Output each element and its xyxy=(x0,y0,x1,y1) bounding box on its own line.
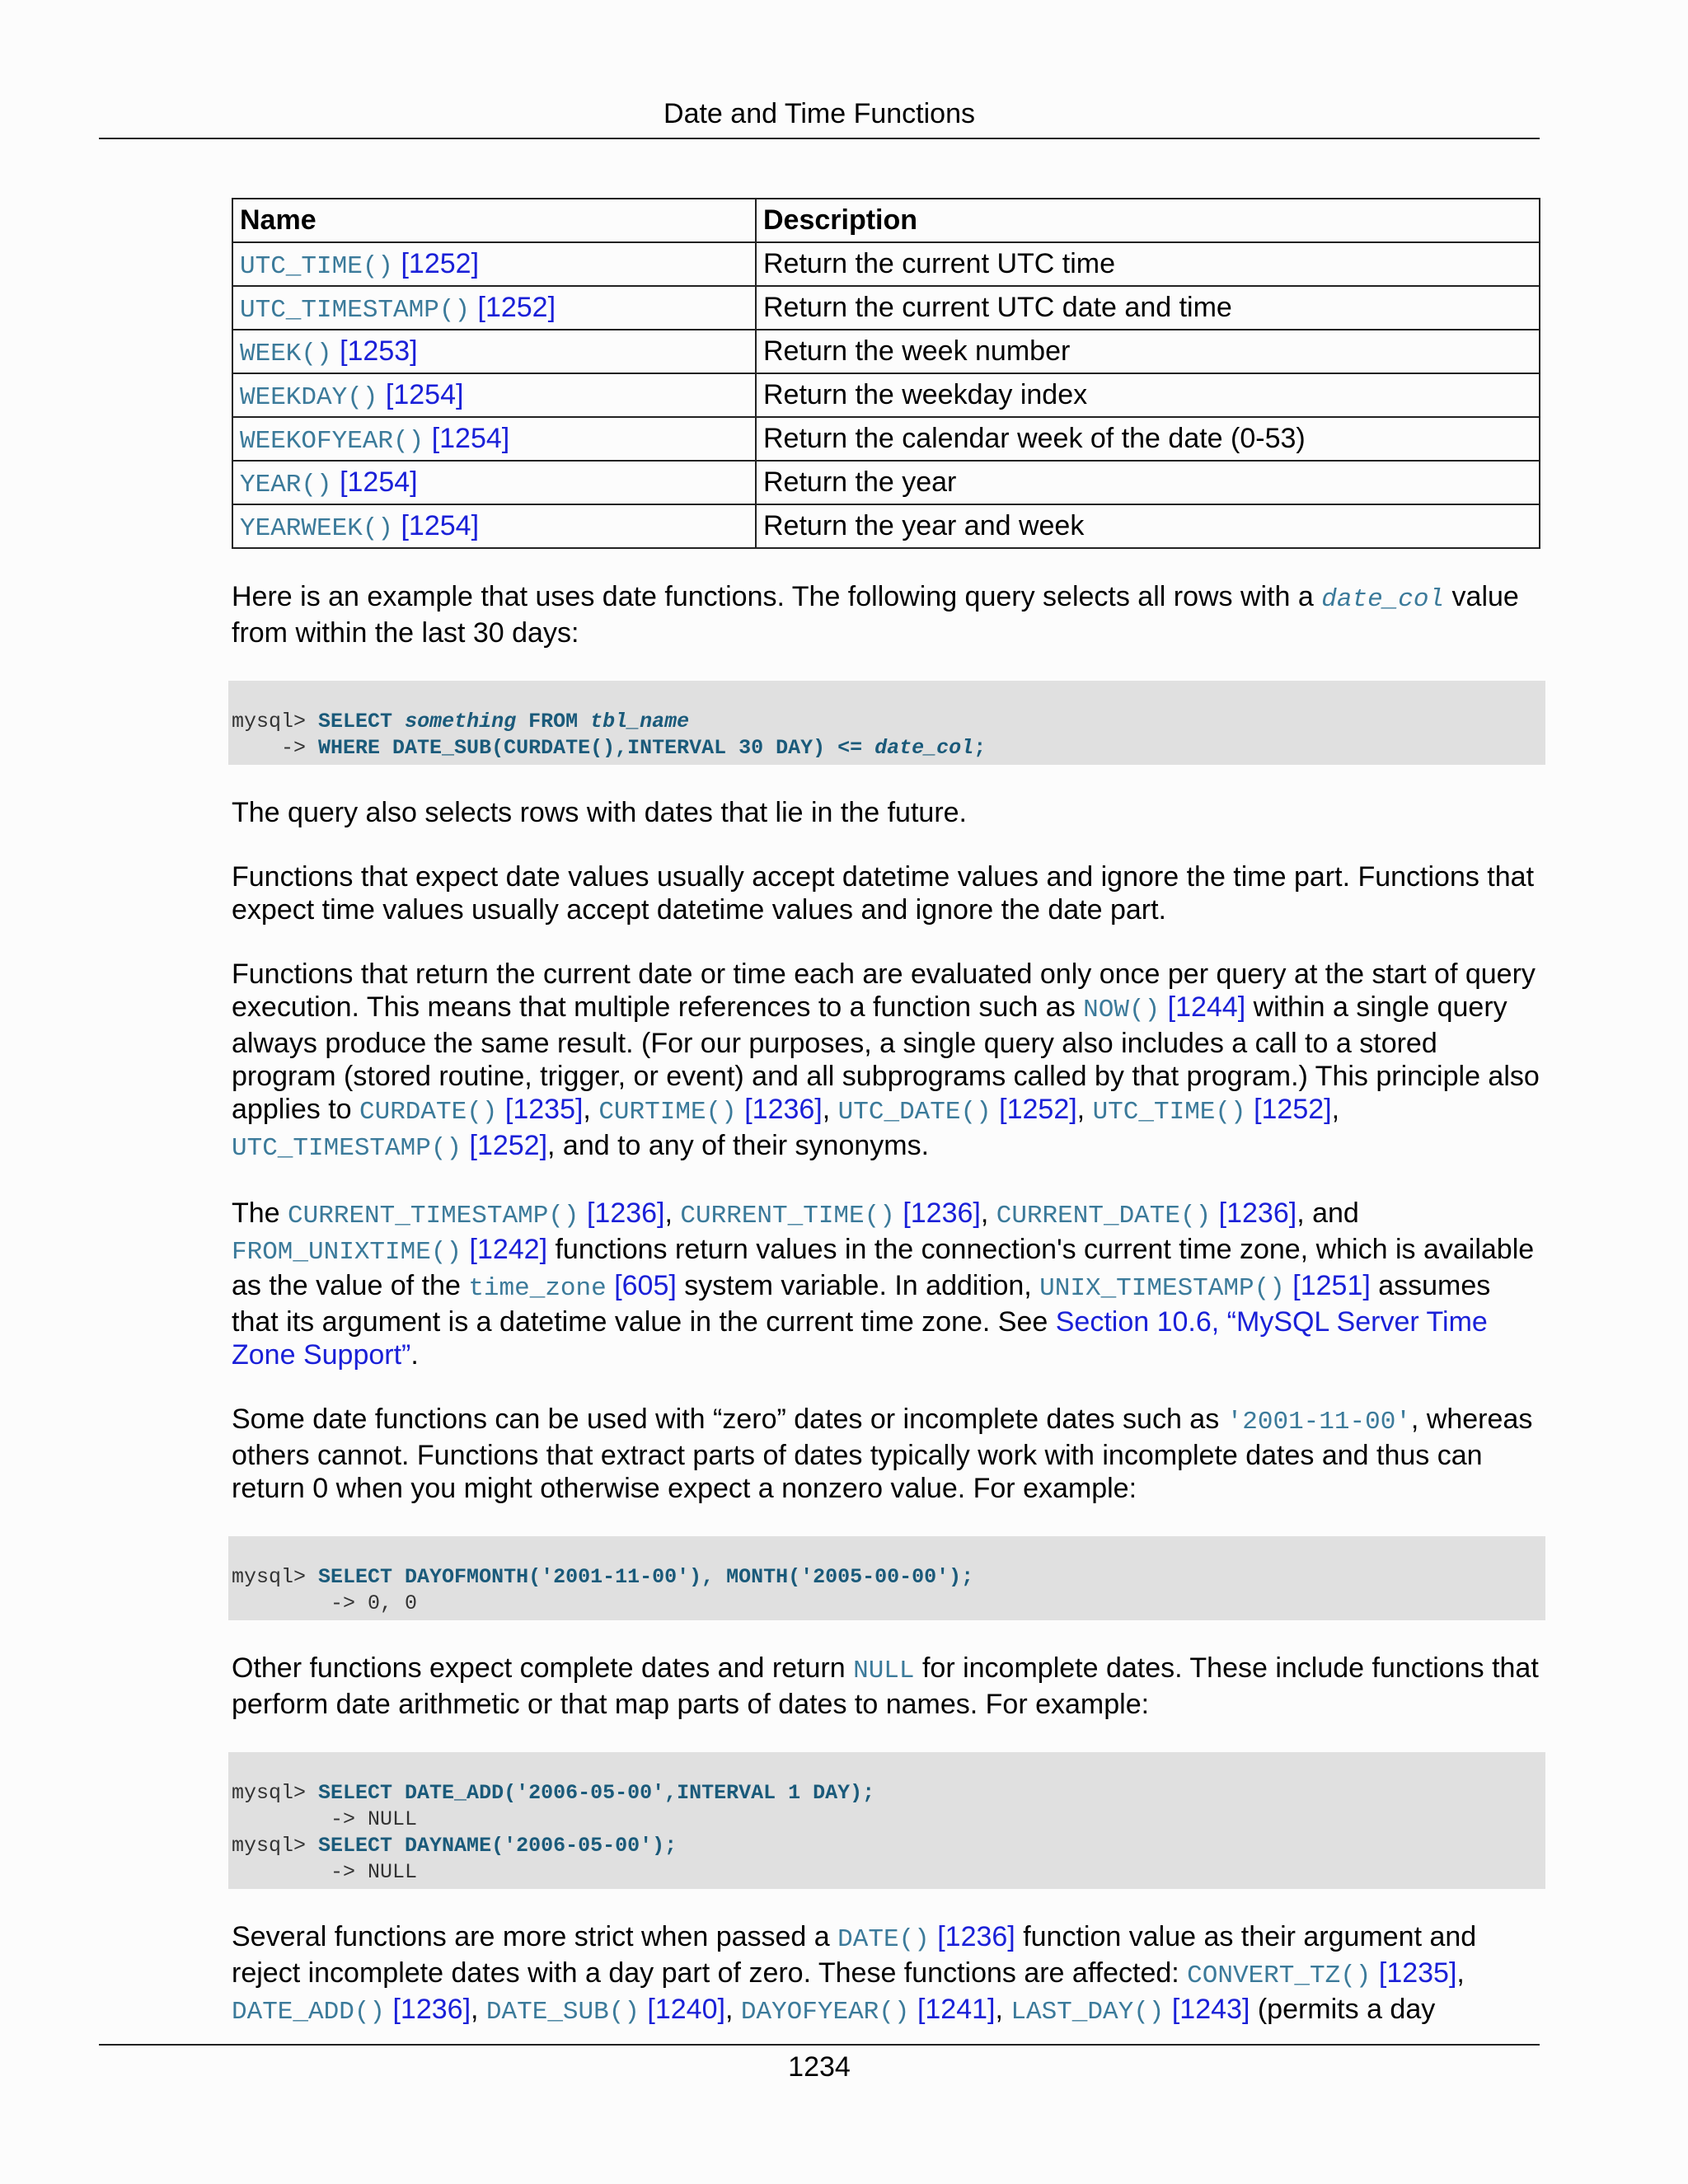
function-link[interactable]: WEEKOFYEAR() xyxy=(240,426,424,456)
function-link[interactable]: UNIX_TIMESTAMP() xyxy=(1039,1274,1285,1303)
text: , xyxy=(995,1994,1011,2025)
code-keyword: WHERE DATE_SUB(CURDATE(),INTERVAL 30 DAY) <= xyxy=(318,736,875,760)
description-cell: Return the current UTC date and time xyxy=(756,286,1540,330)
page-ref-link[interactable]: [1252] xyxy=(477,291,556,323)
code-output: -> NULL xyxy=(232,1807,418,1831)
variable-link[interactable]: time_zone xyxy=(468,1274,607,1303)
page-ref-link[interactable]: [1251] xyxy=(1292,1270,1371,1301)
text: , and xyxy=(1296,1197,1359,1229)
code-block-date-add xyxy=(228,1752,1545,1889)
page-ref-link[interactable]: [1254] xyxy=(385,378,464,410)
function-link[interactable]: UTC_DATE() xyxy=(837,1098,992,1127)
code-prompt: mysql> xyxy=(232,710,319,733)
function-cell xyxy=(232,373,756,417)
function-link[interactable]: DAYOFYEAR() xyxy=(740,1998,910,2027)
function-link[interactable]: CURTIME() xyxy=(598,1098,737,1127)
page-ref-link[interactable]: [1254] xyxy=(401,509,480,541)
paragraph-time-zone xyxy=(232,1197,1542,1371)
description-cell: Return the current UTC time xyxy=(756,242,1540,286)
page-ref-link[interactable]: [1236] xyxy=(1218,1197,1297,1229)
paragraph-future-dates: The query also selects rows with dates that lie in the future. xyxy=(232,797,968,828)
code-keyword: SELECT DAYOFMONTH('2001-11-00'), MONTH('2005-00-00'); xyxy=(318,1565,974,1589)
page-ref-link[interactable]: [1252] xyxy=(469,1130,548,1161)
text: . xyxy=(410,1339,419,1371)
function-link[interactable]: UTC_TIME() xyxy=(1092,1098,1246,1127)
page-ref-link[interactable]: [1236] xyxy=(744,1094,823,1125)
table-row xyxy=(232,330,1540,373)
text: Functions that return the current date or time each are evaluated only once per query at the start of query execution. This means that multiple references to a function such as xyxy=(232,958,1536,1023)
page-ref-link[interactable]: [1254] xyxy=(340,466,418,498)
table-row xyxy=(232,417,1540,461)
page-ref-link[interactable]: [1236] xyxy=(586,1197,665,1229)
function-link[interactable]: WEEK() xyxy=(240,339,332,368)
code-placeholder: date_col xyxy=(874,736,974,760)
functions-table xyxy=(232,198,1540,549)
function-link[interactable]: DATE() xyxy=(837,1925,930,1954)
function-link[interactable]: CURRENT_TIMESTAMP() xyxy=(288,1202,579,1230)
text: for incomplete dates. These include functions that perform date arithmetic or that map parts of dates to names. For example: xyxy=(232,1652,1539,1720)
code-block-query xyxy=(228,681,1545,765)
table-row xyxy=(232,286,1540,330)
main-content xyxy=(232,198,1542,2060)
page-header-title: Date and Time Functions xyxy=(663,98,975,129)
function-link[interactable]: FROM_UNIXTIME() xyxy=(232,1238,462,1267)
inline-code: date_col xyxy=(1321,585,1445,614)
function-cell xyxy=(232,330,756,373)
code-keyword: SELECT DATE_ADD('2006-05-00',INTERVAL 1 DAY); xyxy=(318,1781,875,1805)
function-link[interactable]: CURDATE() xyxy=(359,1098,498,1127)
table-row xyxy=(232,373,1540,417)
function-link[interactable]: DATE_SUB() xyxy=(485,1998,640,2027)
text: , xyxy=(583,1094,599,1125)
page-ref-link[interactable]: [1254] xyxy=(431,422,510,454)
code-prompt: mysql> xyxy=(232,1834,319,1858)
page-ref-link[interactable]: [1236] xyxy=(903,1197,981,1229)
page-number: 1234 xyxy=(788,2051,851,2083)
function-link[interactable]: LAST_DAY() xyxy=(1010,1998,1165,2027)
text: The xyxy=(232,1197,288,1229)
page-ref-link[interactable]: [1235] xyxy=(504,1094,584,1125)
function-link[interactable]: UTC_TIMESTAMP() xyxy=(240,295,471,325)
code-prompt: mysql> xyxy=(232,1781,319,1805)
function-link[interactable]: CURRENT_TIME() xyxy=(680,1202,895,1230)
text: , whereas others cannot. Functions that extract parts of dates typically work with incomplete dates and thus can return 0 when you might otherwise expect a nonzero value. For example: xyxy=(232,1404,1533,1504)
table-header-row xyxy=(232,199,1540,242)
code-keyword: ; xyxy=(973,736,987,760)
text: Other functions expect complete dates and return xyxy=(232,1652,854,1684)
inline-code: NULL xyxy=(853,1657,915,1685)
function-link[interactable]: UTC_TIME() xyxy=(240,251,394,281)
page-ref-link[interactable]: [1243] xyxy=(1171,1994,1250,2025)
description-cell: Return the calendar week of the date (0-53) xyxy=(756,417,1540,461)
column-header-description: Description xyxy=(756,199,1540,242)
function-link[interactable]: WEEKDAY() xyxy=(240,382,378,412)
description-cell: Return the week number xyxy=(756,330,1540,373)
code-prompt: -> xyxy=(232,736,319,760)
text: , xyxy=(980,1197,996,1229)
paragraph-zero-dates xyxy=(232,1403,1542,1505)
paragraph-strict-functions xyxy=(232,1920,1542,2029)
page-ref-link[interactable]: [1253] xyxy=(340,335,418,367)
text: system variable. In addition, xyxy=(676,1270,1040,1301)
page-ref-link[interactable]: [1241] xyxy=(917,1994,996,2025)
text: , xyxy=(1456,1957,1465,1989)
table-row xyxy=(232,504,1540,548)
text: assumes that its argument is a datetime value in the current time zone. See xyxy=(232,1270,1491,1338)
text: , xyxy=(1331,1094,1340,1125)
page-ref-link[interactable]: [1252] xyxy=(1254,1094,1332,1125)
table-row xyxy=(232,242,1540,286)
code-keyword: FROM xyxy=(516,710,591,733)
page-ref-link[interactable]: [1236] xyxy=(392,1994,471,2025)
paragraph-datetime-values: Functions that expect date values usually accept datetime values and ignore the time part. Functions that expect time values usually accept datetime values and ignore the date part. xyxy=(232,861,1535,926)
page-ref-link[interactable]: [1242] xyxy=(469,1234,548,1265)
code-placeholder: tbl_name xyxy=(590,710,690,733)
header-rule xyxy=(99,138,1540,139)
description-cell: Return the weekday index xyxy=(756,373,1540,417)
text: , xyxy=(822,1094,838,1125)
text: value from within the last 30 days: xyxy=(232,581,1519,649)
code-keyword: SELECT DAYNAME('2006-05-00'); xyxy=(318,1834,678,1858)
page-ref-link[interactable]: [605] xyxy=(614,1270,677,1301)
description-cell: Return the year xyxy=(756,461,1540,504)
code-output: -> 0, 0 xyxy=(232,1591,418,1615)
function-link[interactable]: YEAR() xyxy=(240,470,332,499)
text: (permits a day xyxy=(1250,1994,1436,2025)
function-link[interactable]: DATE_ADD() xyxy=(232,1998,386,2027)
paragraph-null-results xyxy=(232,1652,1542,1721)
function-cell xyxy=(232,504,756,548)
code-output: -> NULL xyxy=(232,1860,418,1884)
function-cell xyxy=(232,286,756,330)
text: , xyxy=(1076,1094,1093,1125)
section-link[interactable]: Section 10.6, “MySQL Server Time Zone Support” xyxy=(232,1306,1488,1371)
function-cell xyxy=(232,461,756,504)
function-link[interactable]: CONVERT_TZ() xyxy=(1187,1961,1372,1990)
function-link[interactable]: UTC_TIMESTAMP() xyxy=(232,1134,462,1163)
function-link[interactable]: CURRENT_DATE() xyxy=(996,1202,1212,1230)
page-ref-link[interactable]: [1236] xyxy=(937,1921,1015,1952)
text: Here is an example that uses date functions. The following query selects all rows with a xyxy=(232,581,1322,612)
inline-code: '2001-11-00' xyxy=(1226,1408,1411,1436)
text: Several functions are more strict when passed a xyxy=(232,1921,838,1952)
function-cell xyxy=(232,417,756,461)
table-row xyxy=(232,461,1540,504)
column-header-name: Name xyxy=(232,199,756,242)
page-ref-link[interactable]: [1252] xyxy=(999,1094,1077,1125)
text: , xyxy=(471,1994,486,2025)
text: , and to any of their synonyms. xyxy=(547,1130,930,1161)
function-cell xyxy=(232,242,756,286)
code-placeholder: something xyxy=(405,710,517,733)
paragraph-example-intro xyxy=(232,580,1542,649)
text: , xyxy=(664,1197,681,1229)
page-ref-link[interactable]: [1240] xyxy=(647,1994,725,2025)
page-ref-link[interactable]: [1244] xyxy=(1167,991,1246,1023)
code-keyword: SELECT xyxy=(318,710,406,733)
description-cell: Return the year and week xyxy=(756,504,1540,548)
text: function value as their argument and reject incomplete dates with a day part of zero. These functions are affected: xyxy=(232,1921,1477,1989)
page-ref-link[interactable]: [1235] xyxy=(1378,1957,1457,1989)
function-link[interactable]: NOW() xyxy=(1083,996,1160,1024)
text: , xyxy=(724,1994,741,2025)
function-link[interactable]: YEARWEEK() xyxy=(240,513,394,543)
text: Some date functions can be used with “zero” dates or incomplete dates such as xyxy=(232,1404,1227,1435)
page-ref-link[interactable]: [1252] xyxy=(401,247,480,279)
code-block-dayofmonth xyxy=(228,1536,1545,1620)
text: within a single query always produce the same result. (For our purposes, a single query also includes a call to a stored program (stored routine, trigger, or event) and all subprograms called by that program.) This principle also applies to xyxy=(232,991,1540,1125)
paragraph-evaluated-once xyxy=(232,958,1542,1165)
text: functions return values in the connection's current time zone, which is available as the value of the xyxy=(232,1234,1535,1301)
code-prompt: mysql> xyxy=(232,1565,319,1589)
